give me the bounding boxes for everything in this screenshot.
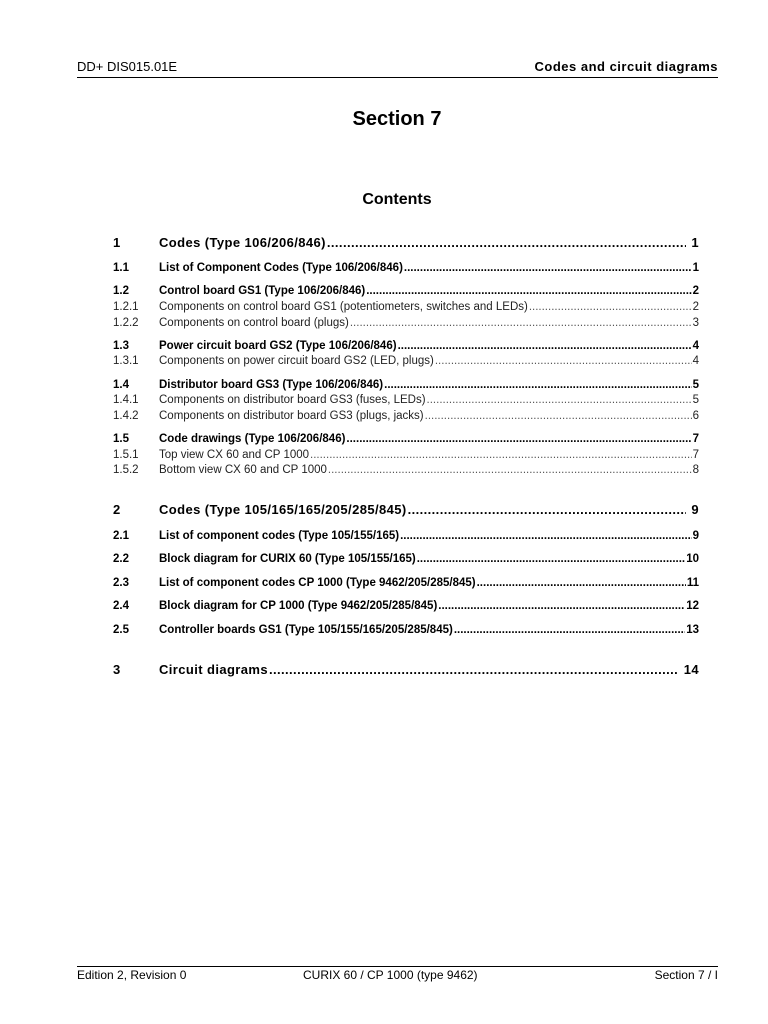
toc-leader-dots <box>398 340 692 352</box>
toc-leader-dots <box>366 285 691 297</box>
toc-leader-dots <box>408 502 687 517</box>
toc-entry-page: 8 <box>692 464 699 476</box>
toc-entry-page: 14 <box>683 662 699 677</box>
footer-section-page: Section 7 / I <box>654 968 718 982</box>
toc-entry-title: Codes (Type 105/165/165/205/285/845) <box>159 502 407 517</box>
toc-entry-title: Circuit diagrams <box>159 662 268 677</box>
toc-entry[interactable] <box>113 502 699 517</box>
toc-entry[interactable] <box>113 301 699 313</box>
toc-leader-dots <box>346 433 691 445</box>
header-rule <box>77 77 718 78</box>
toc-leader-dots <box>435 355 692 367</box>
toc-entry-page: 5 <box>692 394 699 406</box>
toc-leader-dots <box>384 379 691 391</box>
toc-entry-title: Components on control board GS1 (potentiometers, switches and LEDs) <box>159 301 528 313</box>
toc-entry[interactable] <box>113 235 699 250</box>
toc-leader-dots <box>425 410 692 422</box>
toc-entry[interactable] <box>113 577 699 589</box>
toc-entry-number: 1.1 <box>113 262 129 274</box>
toc-entry-number: 1.3 <box>113 340 129 352</box>
toc-entry-page: 13 <box>686 624 699 636</box>
toc-entry-number: 2.4 <box>113 600 129 612</box>
toc-entry-number: 2.3 <box>113 577 129 589</box>
toc-entry-title: List of Component Codes (Type 106/206/846) <box>159 262 403 274</box>
toc-leader-dots <box>327 235 686 250</box>
toc-leader-dots <box>350 317 692 329</box>
toc-leader-dots <box>404 262 692 274</box>
toc-entry[interactable] <box>113 355 699 367</box>
toc-entry-page: 10 <box>686 553 699 565</box>
toc-entry[interactable] <box>113 410 699 422</box>
toc-entry-number: 1.4.1 <box>113 394 139 406</box>
toc-entry[interactable] <box>113 449 699 461</box>
toc-entry-title: Components on distributor board GS3 (fuses, LEDs) <box>159 394 426 406</box>
toc-leader-dots <box>328 464 692 476</box>
toc-leader-dots <box>454 624 685 636</box>
toc-entry-title: List of component codes (Type 105/155/165) <box>159 530 400 542</box>
toc-entry[interactable] <box>113 433 699 445</box>
header-chapter: Codes and circuit diagrams <box>534 59 718 74</box>
toc-entry-page: 7 <box>692 449 699 461</box>
toc-entry[interactable] <box>113 464 699 476</box>
toc-entry[interactable] <box>113 553 699 565</box>
toc-entry-number: 3 <box>113 662 121 677</box>
toc-entry-title: Components on power circuit board GS2 (LED, plugs) <box>159 355 434 367</box>
toc-entry-title: Code drawings (Type 106/206/846) <box>159 433 346 445</box>
footer-edition: Edition 2, Revision 0 <box>77 968 187 982</box>
toc-leader-dots <box>417 553 685 565</box>
toc-entry-title: Components on distributor board GS3 (plugs, jacks) <box>159 410 424 422</box>
toc-entry-title: List of component codes CP 1000 (Type 9462/205/285/845) <box>159 577 476 589</box>
toc-entry-number: 1.5.1 <box>113 449 139 461</box>
toc-entry-page: 4 <box>692 355 699 367</box>
toc-entry-title: Power circuit board GS2 (Type 106/206/846) <box>159 340 397 352</box>
toc-entry-page: 3 <box>692 317 699 329</box>
toc-entry[interactable] <box>113 379 699 391</box>
toc-entry-title: Distributor board GS3 (Type 106/206/846) <box>159 379 384 391</box>
toc-entry[interactable] <box>113 624 699 636</box>
toc-entry[interactable] <box>113 262 699 274</box>
toc-entry-number: 1.2 <box>113 285 129 297</box>
toc-entry-title: Block diagram for CURIX 60 (Type 105/155/165) <box>159 553 416 565</box>
toc-entry-page: 4 <box>692 340 699 352</box>
toc-entry-page: 9 <box>691 502 699 517</box>
toc-entry-number: 1 <box>113 235 121 250</box>
toc-entry-number: 2.2 <box>113 553 129 565</box>
toc-leader-dots <box>477 577 686 589</box>
toc-entry-number: 2.5 <box>113 624 129 636</box>
toc-entry[interactable] <box>113 394 699 406</box>
toc-entry[interactable] <box>113 662 699 677</box>
toc-entry-number: 1.4.2 <box>113 410 139 422</box>
toc-entry-title: Controller boards GS1 (Type 105/155/165/205/285/845) <box>159 624 453 636</box>
toc-entry-number: 1.3.1 <box>113 355 139 367</box>
toc-entry-page: 12 <box>686 600 699 612</box>
toc-entry-page: 1 <box>691 235 699 250</box>
toc-leader-dots <box>438 600 685 612</box>
toc-leader-dots <box>427 394 692 406</box>
toc-entry[interactable] <box>113 340 699 352</box>
toc-entry-page: 1 <box>692 262 699 274</box>
toc-entry-number: 1.5.2 <box>113 464 139 476</box>
section-title: Section 7 <box>352 108 442 130</box>
toc-entry-number: 1.5 <box>113 433 129 445</box>
toc-entry-title: Codes (Type 106/206/846) <box>159 235 326 250</box>
toc-entry-page: 2 <box>692 301 699 313</box>
toc-leader-dots <box>269 662 679 677</box>
toc-entry[interactable] <box>113 317 699 329</box>
toc-entry-number: 2.1 <box>113 530 129 542</box>
toc-entry-number: 1.4 <box>113 379 129 391</box>
toc-entry-page: 9 <box>692 530 699 542</box>
toc-entry-title: Components on control board (plugs) <box>159 317 349 329</box>
toc-entry-page: 11 <box>686 577 699 589</box>
toc-entry-title: Top view CX 60 and CP 1000 <box>159 449 310 461</box>
toc-entry[interactable] <box>113 530 699 542</box>
toc-entry-title: Block diagram for CP 1000 (Type 9462/205/285/845) <box>159 600 438 612</box>
header-doc-id: DD+ DIS015.01E <box>77 59 178 74</box>
toc-leader-dots <box>310 449 692 461</box>
toc-entry-title: Control board GS1 (Type 106/206/846) <box>159 285 366 297</box>
toc-entry-page: 7 <box>692 433 699 445</box>
toc-entry-title: Bottom view CX 60 and CP 1000 <box>159 464 327 476</box>
toc-entry-number: 1.2.1 <box>113 301 139 313</box>
toc-leader-dots <box>400 530 692 542</box>
footer-rule <box>77 966 718 967</box>
contents-heading: Contents <box>362 191 432 208</box>
toc-entry-number: 1.2.2 <box>113 317 139 329</box>
footer-product: CURIX 60 / CP 1000 (type 9462) <box>303 968 478 982</box>
toc-entry-page: 6 <box>692 410 699 422</box>
toc-entry[interactable] <box>113 285 699 297</box>
toc-entry-page: 2 <box>692 285 699 297</box>
toc-entry-page: 5 <box>692 379 699 391</box>
toc-entry-number: 2 <box>113 502 121 517</box>
toc-entry[interactable] <box>113 600 699 612</box>
toc-leader-dots <box>529 301 692 313</box>
